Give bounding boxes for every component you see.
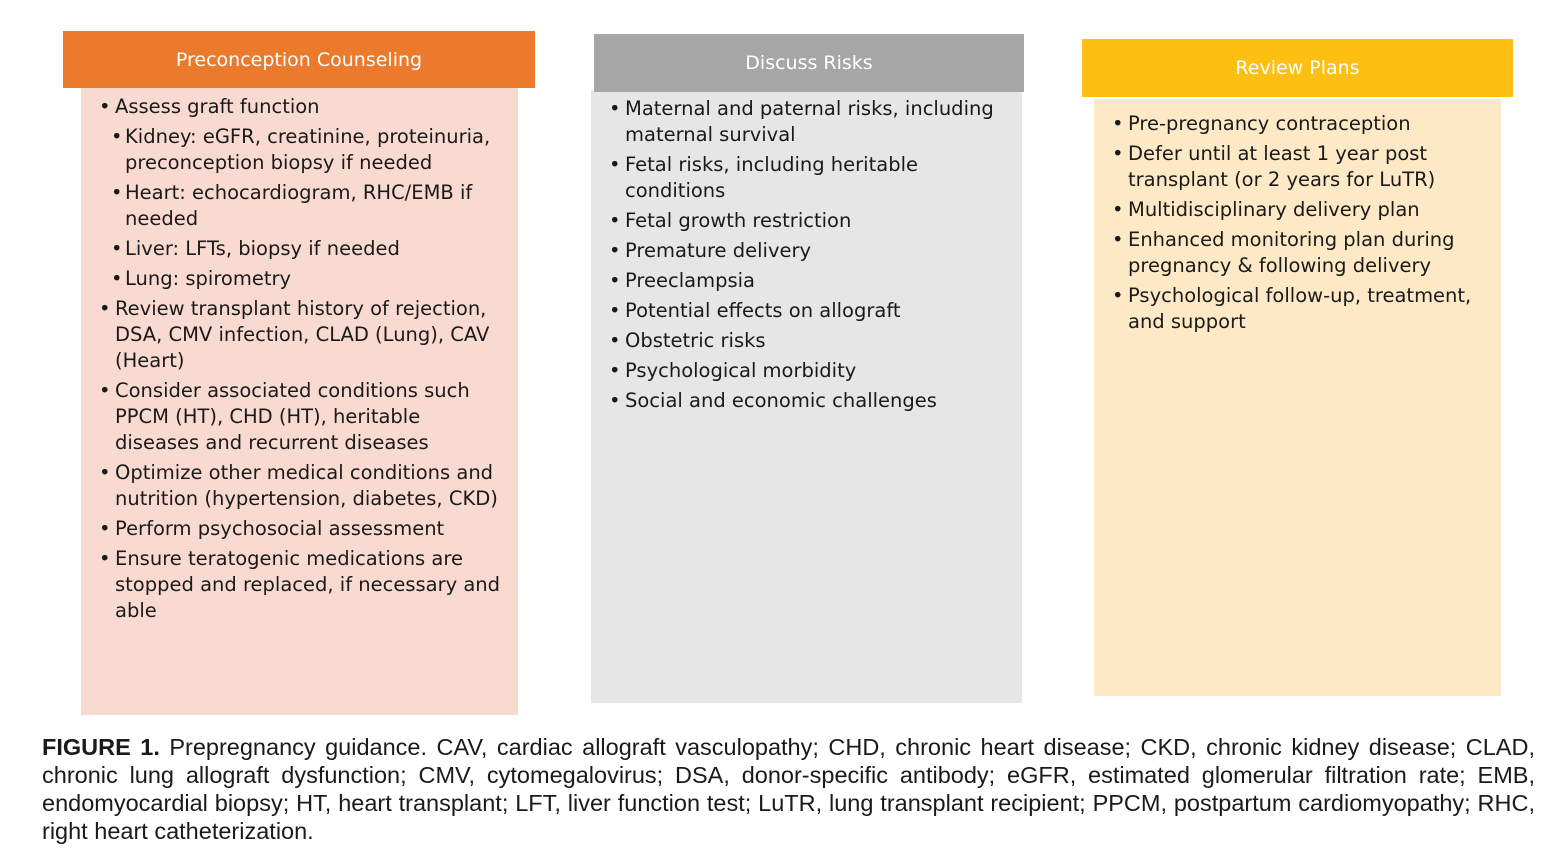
list-item: • Pre-pregnancy contraception: [1106, 111, 1489, 137]
plans-list: [1106, 111, 1489, 335]
risks-header: Discuss Risks: [594, 34, 1024, 92]
list-item: • Consider associated conditions such PPCM (HT), CHD (HT), heritable diseases and recurrent diseases: [93, 378, 506, 456]
list-item: • Assess graft function: [93, 94, 506, 120]
list-item: • Enhanced monitoring plan during pregnancy & following delivery: [1106, 227, 1489, 279]
list-item: • Psychological morbidity: [603, 358, 1010, 384]
figure-caption: [42, 733, 1535, 845]
list-item: • Premature delivery: [603, 238, 1010, 264]
list-item: • Fetal risks, including heritable conditions: [603, 152, 1010, 204]
plans-header: Review Plans: [1082, 39, 1513, 97]
list-item: • Social and economic challenges: [603, 388, 1010, 414]
caption-label: FIGURE 1.: [42, 734, 160, 760]
list-item: • Psychological follow-up, treatment, and support: [1106, 283, 1489, 335]
list-item: • Review transplant history of rejection, DSA, CMV infection, CLAD (Lung), CAV (Heart): [93, 296, 506, 374]
counseling-list: [93, 94, 506, 624]
counseling-body: [81, 86, 518, 715]
list-item: • Optimize other medical conditions and nutrition (hypertension, diabetes, CKD): [93, 460, 506, 512]
sub-list-item: • Kidney: eGFR, creatinine, proteinuria, preconception biopsy if needed: [93, 124, 506, 176]
list-item: • Preeclampsia: [603, 268, 1010, 294]
list-item: • Defer until at least 1 year post transplant (or 2 years for LuTR): [1106, 141, 1489, 193]
caption-text: Prepregnancy guidance. CAV, cardiac allograft vasculopathy; CHD, chronic heart disease; CKD, chronic kidney disease; CLAD, chronic lung allograft dysfunction; CMV, cytomegalovirus; DSA, donor-specific antibody; eGFR, estimated glomerular filtration rate; EMB, endomyocardial biopsy; HT, heart transplant; LFT, liver function test; LuTR, lung transplant recipient; PPCM, postpartum cardiomyopathy; RHC, right heart catheterization.: [42, 734, 1535, 844]
list-item: • Ensure teratogenic medications are stopped and replaced, if necessary and able: [93, 546, 506, 624]
list-item: • Fetal growth restriction: [603, 208, 1010, 234]
list-item: • Potential effects on allograft: [603, 298, 1010, 324]
counseling-header: Preconception Counseling: [63, 31, 535, 88]
sub-list-item: • Lung: spirometry: [93, 266, 506, 292]
risks-body: [591, 90, 1022, 703]
sub-list-item: • Liver: LFTs, biopsy if needed: [93, 236, 506, 262]
sub-list-item: • Heart: echocardiogram, RHC/EMB if needed: [93, 180, 506, 232]
list-item: • Multidisciplinary delivery plan: [1106, 197, 1489, 223]
risks-list: [603, 96, 1010, 414]
list-item: • Obstetric risks: [603, 328, 1010, 354]
list-item: • Maternal and paternal risks, including maternal survival: [603, 96, 1010, 148]
list-item: • Perform psychosocial assessment: [93, 516, 506, 542]
plans-body: [1094, 99, 1501, 696]
